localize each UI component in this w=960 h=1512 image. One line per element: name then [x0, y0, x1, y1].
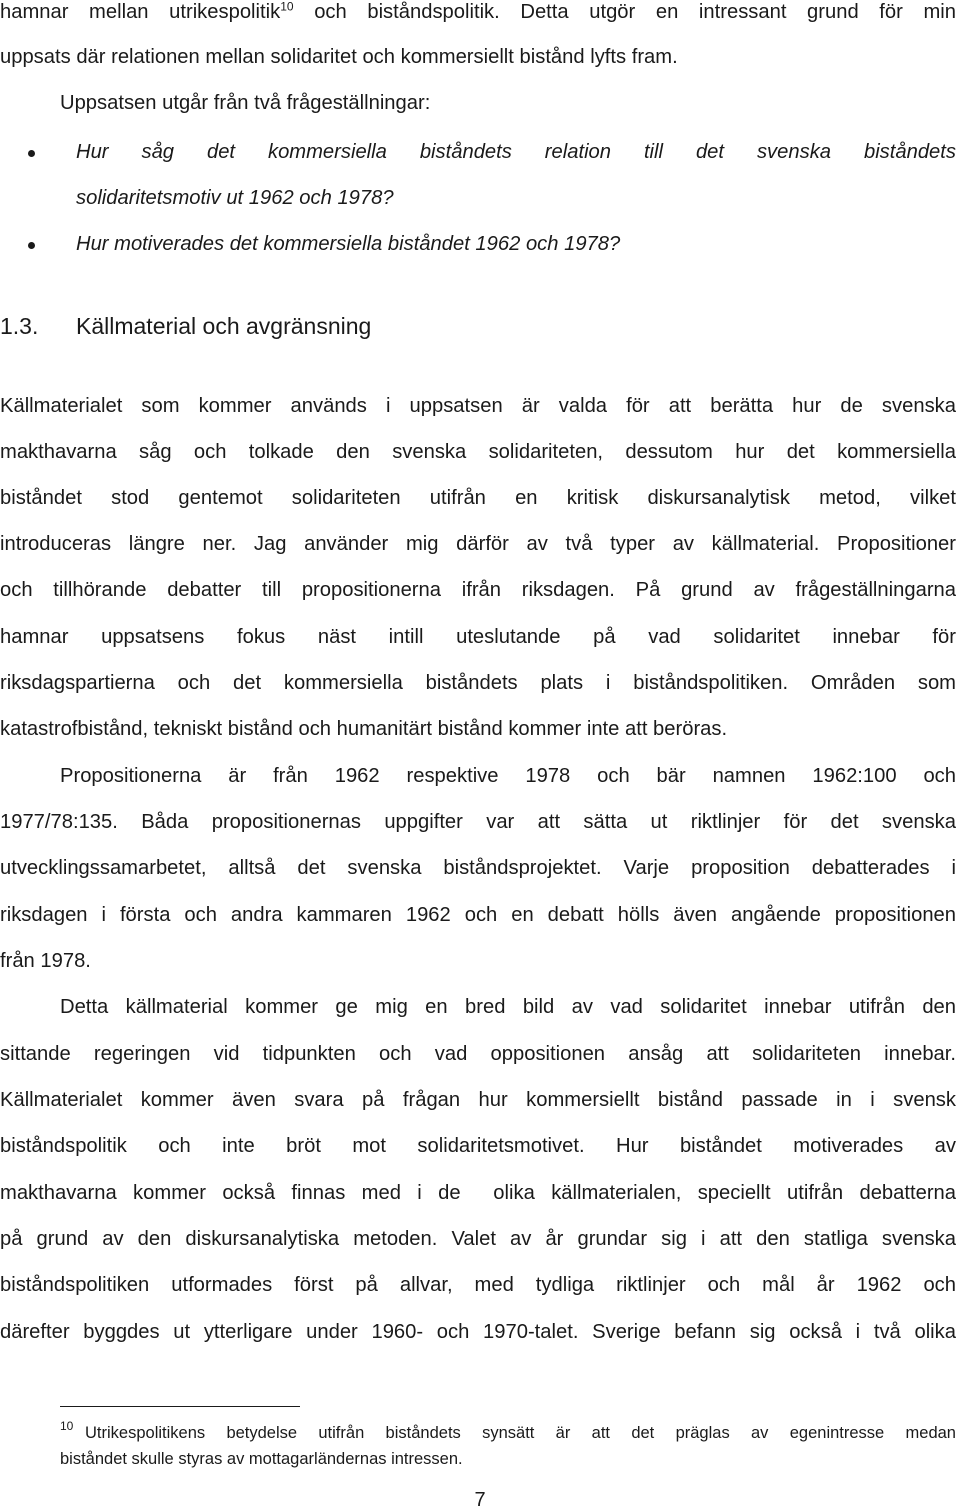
- text-line: makthavarna såg och tolkade den svenska solidariteten, dessutom hur det kommersiella: [0, 441, 956, 463]
- text-line: riksdagspartierna och det kommersiella biståndets plats i biståndspolitiken. Områden som: [0, 672, 956, 694]
- text-line: biståndspolitiken utformades först på allvar, med tydliga riktlinjer och mål år 1962 och: [0, 1274, 956, 1296]
- text-line: Uppsatsen utgår från två frågeställningar:: [60, 92, 431, 114]
- footnote-mark: 10: [60, 1419, 74, 1433]
- text-line: från 1978.: [0, 950, 91, 972]
- section-heading: [0, 312, 371, 340]
- text-line: [0, 0, 956, 24]
- text-line: Källmaterialet som kommer används i uppsatsen är valda för att berätta hur de svenska: [0, 395, 956, 417]
- text-line: hamnar uppsatsens fokus näst intill uteslutande på vad solidaritet innebar för: [0, 626, 956, 648]
- footnote-reference: 10: [280, 0, 294, 14]
- text-line: biståndet stod gentemot solidariteten utifrån en kritisk diskursanalytisk metod, vilket: [0, 487, 956, 509]
- section-title: Källmaterial och avgränsning: [76, 313, 372, 339]
- text-line: Källmaterialet kommer även svara på frågan hur kommersiellt bistånd passade in i svensk: [0, 1089, 956, 1111]
- text-line: och tillhörande debatter till propositionerna ifrån riksdagen. På grund av frågeställningarna: [0, 579, 956, 601]
- text-fragment: och biståndspolitik. Detta utgör en intressant grund för min: [293, 1, 956, 23]
- bullet-icon: [28, 242, 35, 249]
- text-line: sittande regeringen vid tidpunkten och vad oppositionen ansåg att solidariteten innebar.: [0, 1043, 956, 1065]
- section-number: 1.3.: [0, 313, 39, 339]
- text-fragment: hamnar mellan utrikespolitik: [0, 1, 281, 23]
- text-line: Propositionerna är från 1962 respektive 1978 och bär namnen 1962:100 och: [60, 765, 956, 787]
- text-line: utvecklingssamarbetet, alltså det svenska biståndsprojektet. Varje proposition debatterades i: [0, 857, 956, 879]
- footnote-continued: biståndet skulle styras av mottagarländernas intressen.: [60, 1450, 463, 1468]
- text-line: 1977/78:135. Båda propositionernas uppgifter var att sätta ut riktlinjer för det svenska: [0, 811, 956, 833]
- text-line: introduceras längre ner. Jag använder mig därför av två typer av källmaterial. Propositioner: [0, 533, 956, 555]
- text-line: biståndspolitik och inte bröt mot solidaritetsmotivet. Hur biståndet motiverades av: [0, 1135, 956, 1157]
- text-line: Detta källmaterial kommer ge mig en bred bild av vad solidaritet innebar utifrån den: [60, 996, 956, 1018]
- text-line: makthavarna kommer också finnas med i de olika källmaterialen, speciellt utifrån debatterna: [0, 1182, 956, 1204]
- text-line: därefter byggdes ut ytterligare under 1960- och 1970-talet. Sverige befann sig också i två olika: [0, 1321, 956, 1343]
- text-line: katastrofbistånd, tekniskt bistånd och humanitärt bistånd kommer inte att beröras.: [0, 718, 728, 740]
- research-question-2: Hur motiverades det kommersiella biståndet 1962 och 1978?: [76, 233, 621, 255]
- text-line: på grund av den diskursanalytiska metoden. Valet av år grundar sig i att den statliga svenska: [0, 1228, 956, 1250]
- research-question-1: Hur såg det kommersiella biståndets relation till det svenska biståndets: [76, 141, 956, 163]
- bullet-icon: [28, 150, 35, 157]
- text-line: uppsats där relationen mellan solidaritet och kommersiellt bistånd lyfts fram.: [0, 46, 678, 68]
- footnote-separator: [60, 1406, 300, 1407]
- page-number: 7: [474, 1489, 486, 1511]
- research-question-1-continued: solidaritetsmotiv ut 1962 och 1978?: [76, 187, 394, 209]
- footnote: [60, 1419, 956, 1443]
- footnote-text-line: Utrikespolitikens betydelse utifrån biståndets synsätt är att det präglas av egenintresse medan: [85, 1424, 956, 1442]
- text-line: riksdagen i första och andra kammaren 1962 och en debatt hölls även angående propositionen: [0, 904, 956, 926]
